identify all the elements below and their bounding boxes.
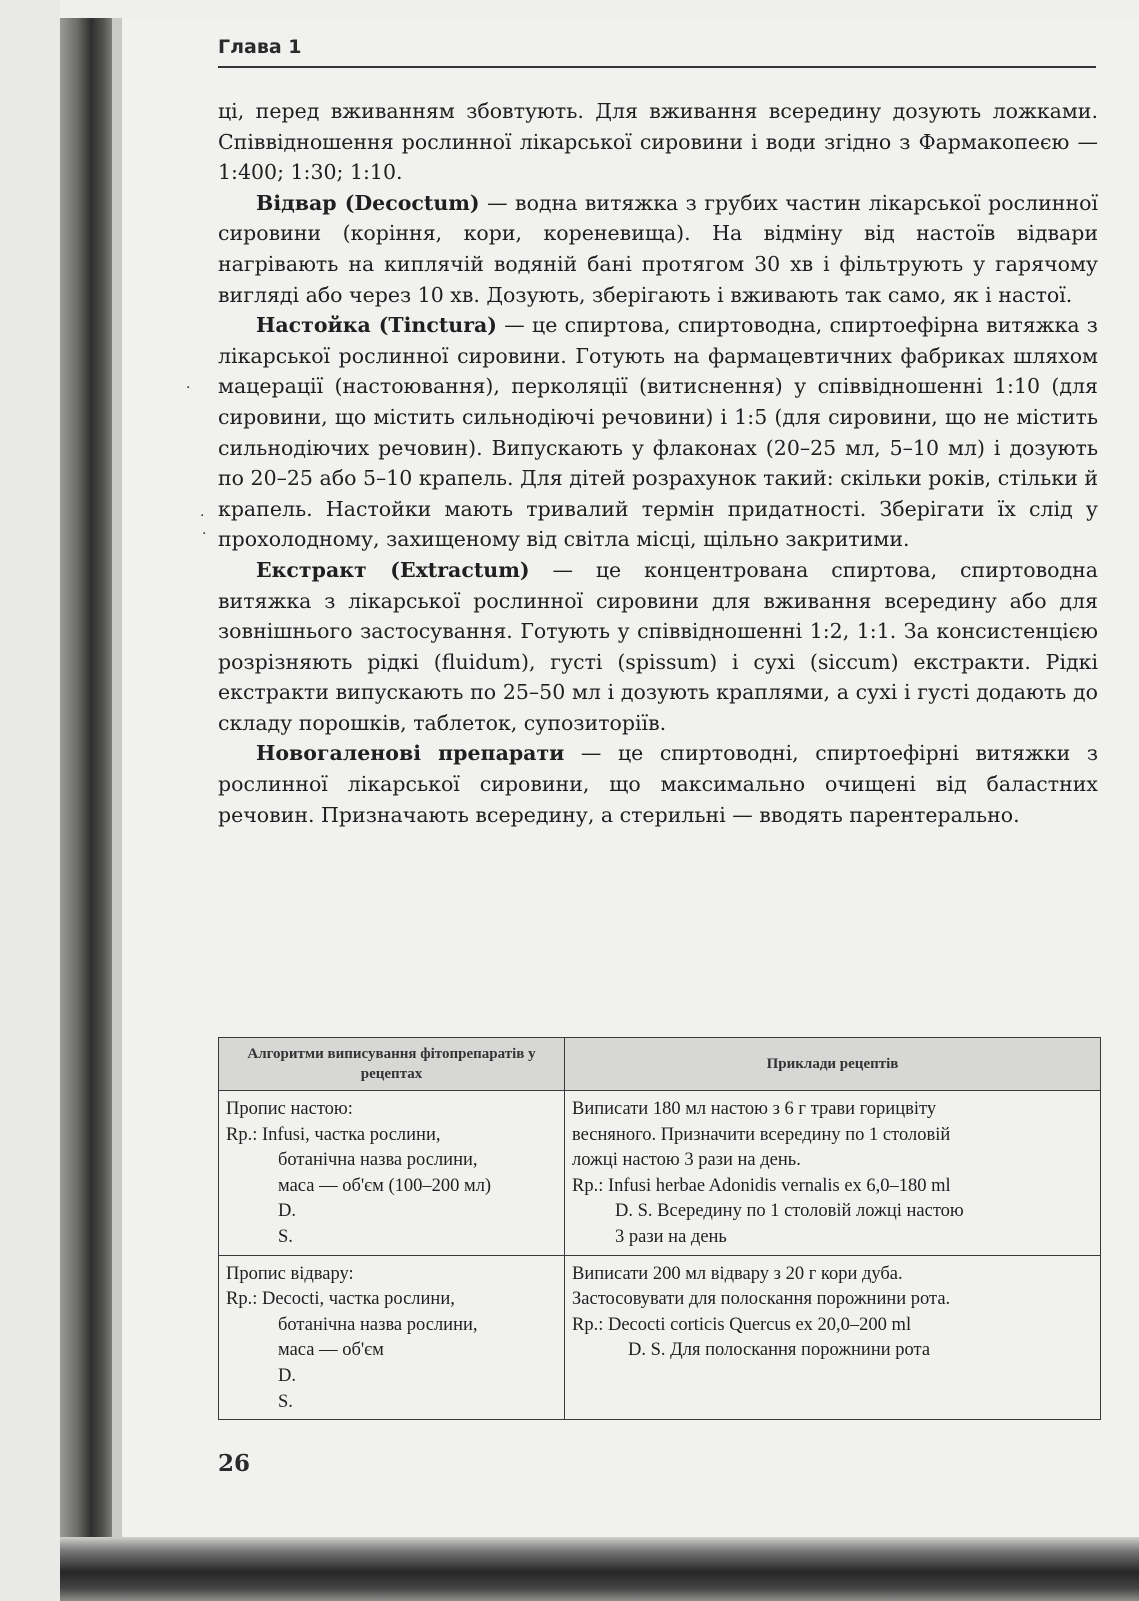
term-extractum: Екстракт (Extractum) [256, 557, 530, 582]
table-header-row [219, 1038, 1101, 1091]
paragraph-tinctura [218, 310, 1098, 555]
paragraph-decoctum [218, 188, 1098, 310]
definition-extractum: — це концентрована спиртова, спиртоводна витяжка з лікарської рослинної сировини для вживання всередину або для зовнішнього застосування. Готують у співвідношенні 1:2, 1:1. За консистенцією розрізняють рідкі (fluidum), густі (spissum) і сухі (siccum) екстракти. Рідкі екстракти випускають по 25–50 мл і дозують краплями, а сухі і густі додають до складу порошків, таблеток, супозиторіїв. [218, 557, 1098, 735]
decoction-algorithm-cell [219, 1255, 565, 1420]
term-decoctum: Відвар (Decoctum) [256, 190, 480, 215]
cell-line: D. S. Для полоскання порожнини рота [628, 1340, 931, 1361]
cell-line: ботанічна назва рослини, [278, 1314, 478, 1335]
cell-line: Пропис відвару: [226, 1263, 354, 1284]
infusion-algorithm-cell [219, 1091, 565, 1256]
cell-line: ботанічна назва рослини, [278, 1150, 478, 1171]
book-spine-shadow [60, 18, 120, 1563]
margin-mark: · [200, 508, 205, 524]
cell-line: Застосовувати для полоскання порожнини рота. [572, 1289, 951, 1310]
cell-line: D. S. Всередину по 1 столовій ложці настою [615, 1201, 964, 1222]
cell-line: S. [278, 1391, 293, 1412]
cell-line: D. [278, 1365, 296, 1386]
cell-line: Виписати 200 мл відвару з 20 г кори дуба. [572, 1263, 903, 1284]
table-row [219, 1255, 1101, 1420]
book-bottom-edge [60, 1537, 1139, 1601]
definition-novogalenic: — це спиртоводні, спиртоефірні витяжки з рослинної лікарської сировини, що максимально очищені від баластних речовин. Призначають всередину, а стерильні — вводять парентерально. [218, 741, 1099, 827]
margin-mark: · [186, 380, 191, 396]
paragraph-infusion-end: ці, перед вживанням збовтують. Для вживання всередину дозують ложками. Співвідношення рослинної лікарської сировини і води згідно з Фармакопеєю — 1:400; 1:30; 1:10. [218, 99, 1098, 185]
cell-line: ложці настою 3 рази на день. [572, 1150, 801, 1171]
paragraph-novogalenic [218, 738, 1098, 830]
book-spine-edge [112, 18, 122, 1563]
cell-line: Rp.: Infusi, частка рослини, [226, 1124, 441, 1145]
header-rule [218, 66, 1096, 68]
cell-line: Rp.: Decocti corticis Quercus ex 20,0–200 ml [572, 1314, 912, 1335]
definition-decoctum: — водна витяжка з грубих частин лікарської рослинної сировини (коріння, кори, кореневища). На відміну від настоїв відвари нагрівають на киплячій водяній бані протягом 30 хв і фільтрують у гарячому вигляді або через 10 хв. Дозують, зберігають і вживають так само, як і настої. [218, 190, 1099, 307]
cell-line: 3 рази на день [615, 1226, 727, 1247]
cell-line: Пропис настою: [226, 1099, 353, 1119]
decoction-example-cell [565, 1255, 1101, 1420]
cell-line: Rp.: Decocti, частка рослини, [226, 1289, 455, 1310]
cell-line: Виписати 180 мл настою з 6 г трави горицвіту [572, 1099, 937, 1119]
cell-line: маса — об'єм [278, 1340, 384, 1361]
chapter-header: Глава 1 [218, 36, 302, 58]
margin-mark: · [202, 526, 207, 542]
paragraph-extractum [218, 555, 1098, 739]
infusion-example-cell [565, 1091, 1101, 1256]
prescription-table [218, 1037, 1101, 1420]
header-examples: Приклади рецептів [565, 1038, 1101, 1091]
cell-line: S. [278, 1226, 293, 1247]
cell-line: маса — об'єм (100–200 мл) [278, 1175, 492, 1196]
cell-line: D. [278, 1201, 296, 1222]
term-tinctura: Настойка (Tinctura) [256, 313, 497, 338]
header-algorithms: Алгоритми виписування фітопрепаратів у рецептах [219, 1038, 565, 1091]
table-row [219, 1091, 1101, 1256]
cell-line: весняного. Призначити всередину по 1 столовій [572, 1124, 951, 1145]
cell-line: Rp.: Infusi herbae Adonidis vernalis ex 6,0–180 ml [572, 1175, 951, 1196]
scan-margin [0, 0, 60, 1601]
term-novogalenic: Новогаленові препарати [256, 741, 565, 766]
body-text [218, 96, 1098, 830]
page-number: 26 [218, 1450, 251, 1477]
definition-tinctura: — це спиртова, спиртоводна, спиртоефірна витяжка з лікарської рослинної сировини. Готують на фармацевтичних фабриках шляхом мацерації (настоювання), перколяції (витиснення) у співвідношенні 1:10 (для сировини, що містить сильнодіючі речовини) і 1:5 (для сировини, що не містить сильнодіючих речовин). Випускають у флаконах (20–25 мл, 5–10 мл) і дозують по 20–25 або 5–10 крапель. Для дітей розрахунок такий: скільки років, стільки й крапель. Настойки мають тривалий термін придатності. Зберігати їх слід у прохолодному, захищеному від світла місці, щільно закритими. [218, 313, 1098, 552]
